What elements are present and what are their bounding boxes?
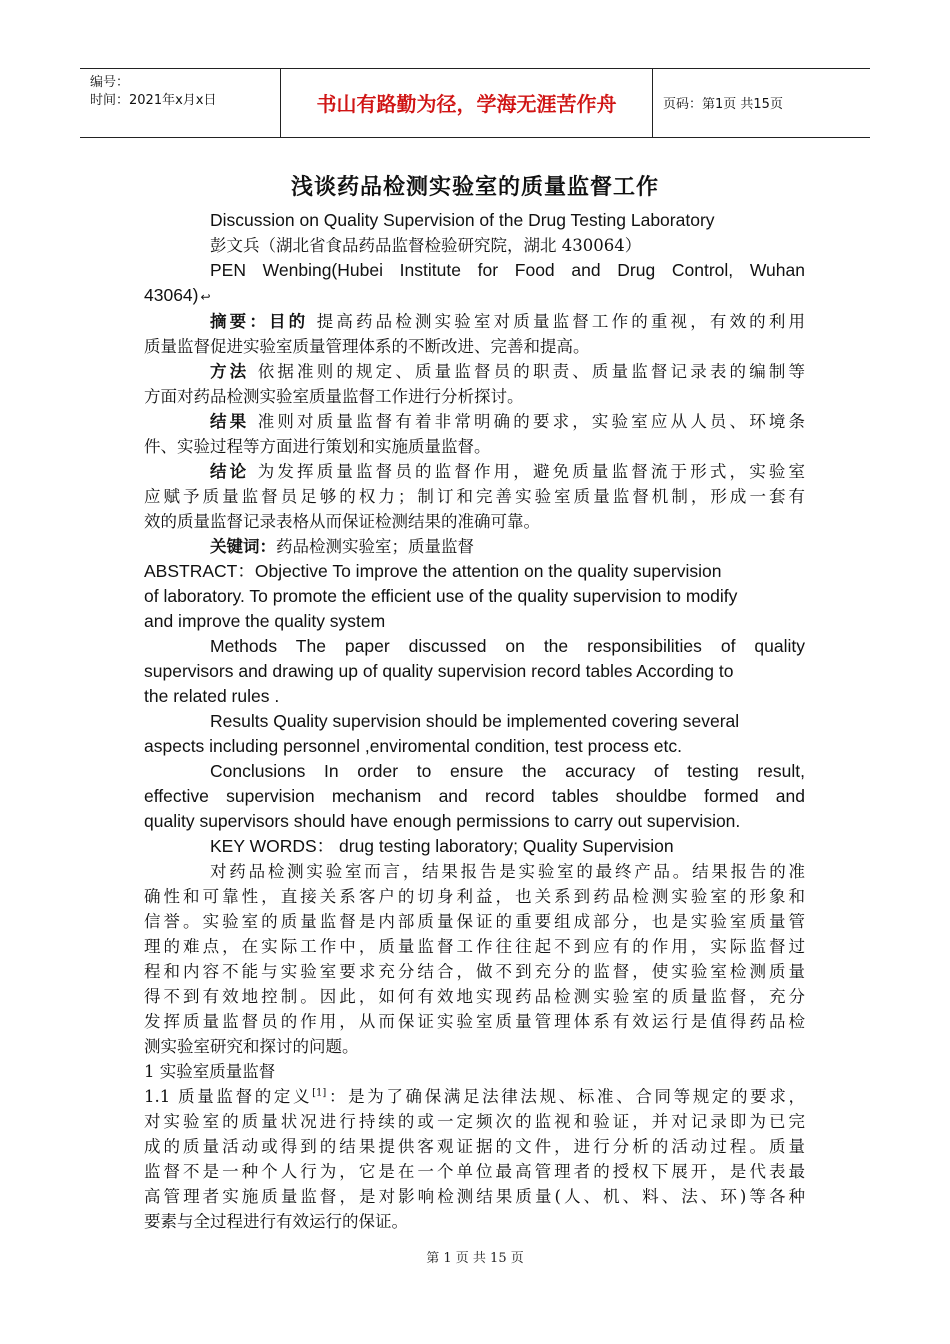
- author-en-line2: [144, 283, 805, 308]
- en-abstract-line2: of laboratory. To promote the efficient use of the quality supervision to modify: [144, 586, 738, 606]
- author-en-text: 43064): [144, 285, 199, 305]
- definition-line5: 高管理者实施质量监督，是对影响检测结果质量(人、机、料、法、环)等各种: [144, 1187, 805, 1206]
- keywords-label: 关键词：: [210, 537, 276, 556]
- definition-text: ：是为了确保满足法律法规、标准、合同等规定的要求，: [326, 1087, 805, 1106]
- header-page-cell: [653, 69, 870, 137]
- doc-number-label: 编号：: [90, 75, 130, 90]
- conclusion-line2: 应赋予质量监督员足够的权力；制订和完善实验室质量监督机制，形成一套有: [144, 487, 805, 506]
- page-info: 页码：第1页 共15页: [663, 97, 783, 112]
- page-footer: 第 1 页 共 15 页: [426, 1251, 524, 1266]
- header-meta-cell: [80, 69, 281, 137]
- keywords-line: [210, 534, 805, 559]
- method-line1: [210, 359, 805, 384]
- definition-line4: 监督不是一种个人行为，它是在一个单位最高管理者的授权下展开，是代表最: [144, 1162, 805, 1181]
- author-cn: 彭文兵（湖北省食品药品监督检验研究院，湖北 430064）: [210, 236, 642, 255]
- abstract-text: 提高药品检测实验室对质量监督工作的重视，有效的利用: [308, 312, 805, 331]
- en-abstract-line1: ABSTRACT：Objective To improve the attention on the quality supervision: [144, 561, 722, 581]
- citation-ref[interactable]: [1]: [312, 1087, 327, 1099]
- method-line2: 方面对药品检测实验室质量监督工作进行分析探讨。: [144, 387, 524, 406]
- author-en-line1: PEN Wenbing(Hubei Institute for Food and Drug Control, Wuhan: [210, 260, 805, 280]
- result-line1: [210, 409, 805, 434]
- definition-heading: 1.1 质量监督的定义: [144, 1087, 313, 1106]
- abstract-line1: [210, 309, 805, 334]
- en-abstract-line3: and improve the quality system: [144, 611, 386, 631]
- result-line2: 件、实验过程等方面进行策划和实施质量监督。: [144, 437, 491, 456]
- body-line6: 得不到有效地控制。因此，如何有效地实现药品检测实验室的质量监督，充分: [144, 987, 805, 1006]
- body-line8: 测实验室研究和探讨的问题。: [144, 1037, 359, 1056]
- en-methods-line1: Methods The paper discussed on the responsibilities of quality: [210, 636, 805, 656]
- result-text: 准则对质量监督有着非常明确的要求，实验室应从人员、环境条: [249, 412, 805, 431]
- body-line1: 对药品检测实验室而言，结果报告是实验室的最终产品。结果报告的准: [210, 862, 805, 881]
- en-conclusions-line3: quality supervisors should have enough permissions to carry out supervision.: [144, 811, 741, 831]
- conclusion-text: 为发挥质量监督员的监督作用，避免质量监督流于形式，实验室: [249, 462, 805, 481]
- definition-line2: 对实验室的质量状况进行持续的或一定频次的监视和验证，并对记录即为已完: [144, 1112, 805, 1131]
- definition-line3: 成的质量活动或得到的结果提供客观证据的文件，进行分析的活动过程。质量: [144, 1137, 805, 1156]
- body-line3: 信誉。实验室的质量监督是内部质量保证的重要组成部分，也是实验室质量管: [144, 912, 805, 931]
- body-line5: 程和内容不能与实验室要求充分结合，做不到充分的监督，使实验室检测质量: [144, 962, 805, 981]
- en-conclusions-line1: Conclusions In order to ensure the accuracy of testing result,: [210, 761, 805, 781]
- conclusion-line1: [210, 459, 805, 484]
- english-title: Discussion on Quality Supervision of the Drug Testing Laboratory: [210, 210, 715, 230]
- date-label: 时间：2021年x月x日: [90, 93, 217, 108]
- en-results-line2: aspects including personnel ,enviromental condition, test process etc.: [144, 736, 682, 756]
- body-line4: 理的难点，在实际工作中，质量监督工作往往起不到应有的作用，实际监督过: [144, 937, 805, 956]
- header-motto-cell: [281, 69, 653, 137]
- method-text: 依据准则的规定、质量监督员的职责、质量监督记录表的编制等: [249, 362, 805, 381]
- page-title: 浅谈药品检测实验室的质量监督工作: [290, 175, 659, 200]
- abstract-line2: 质量监督促进实验室质量管理体系的不断改进、完善和提高。: [144, 337, 590, 356]
- en-keywords-line: KEY WORDS： drug testing laboratory; Quality Supervision: [210, 836, 674, 856]
- result-label: 结果: [210, 412, 250, 431]
- paragraph-mark-icon: ↩: [200, 290, 211, 304]
- abstract-label: 摘要：目的: [210, 312, 309, 331]
- section-heading-1: 1 实验室质量监督: [144, 1062, 276, 1081]
- keywords-text: 药品检测实验室；质量监督: [276, 537, 474, 556]
- body-line2: 确性和可靠性，直接关系客户的切身利益，也关系到药品检测实验室的形象和: [144, 887, 805, 906]
- conclusion-label: 结论: [210, 462, 250, 481]
- header-table: [80, 68, 870, 138]
- en-conclusions-line2: effective supervision mechanism and record tables shouldbe formed and: [144, 786, 805, 806]
- en-methods-line3: the related rules .: [144, 686, 280, 706]
- motto-text: 书山有路勤为径，学海无涯苦作舟: [316, 92, 617, 116]
- conclusion-line3: 效的质量监督记录表格从而保证检测结果的准确可靠。: [144, 512, 540, 531]
- en-results-line1: Results Quality supervision should be implemented covering several: [210, 711, 740, 731]
- en-methods-line2: supervisors and drawing up of quality supervision record tables According to: [144, 661, 734, 681]
- definition-line1: [144, 1084, 805, 1109]
- body-line7: 发挥质量监督员的作用，从而保证实验室质量管理体系有效运行是值得药品检: [144, 1012, 805, 1031]
- method-label: 方法: [210, 362, 250, 381]
- definition-line6: 要素与全过程进行有效运行的保证。: [144, 1212, 408, 1231]
